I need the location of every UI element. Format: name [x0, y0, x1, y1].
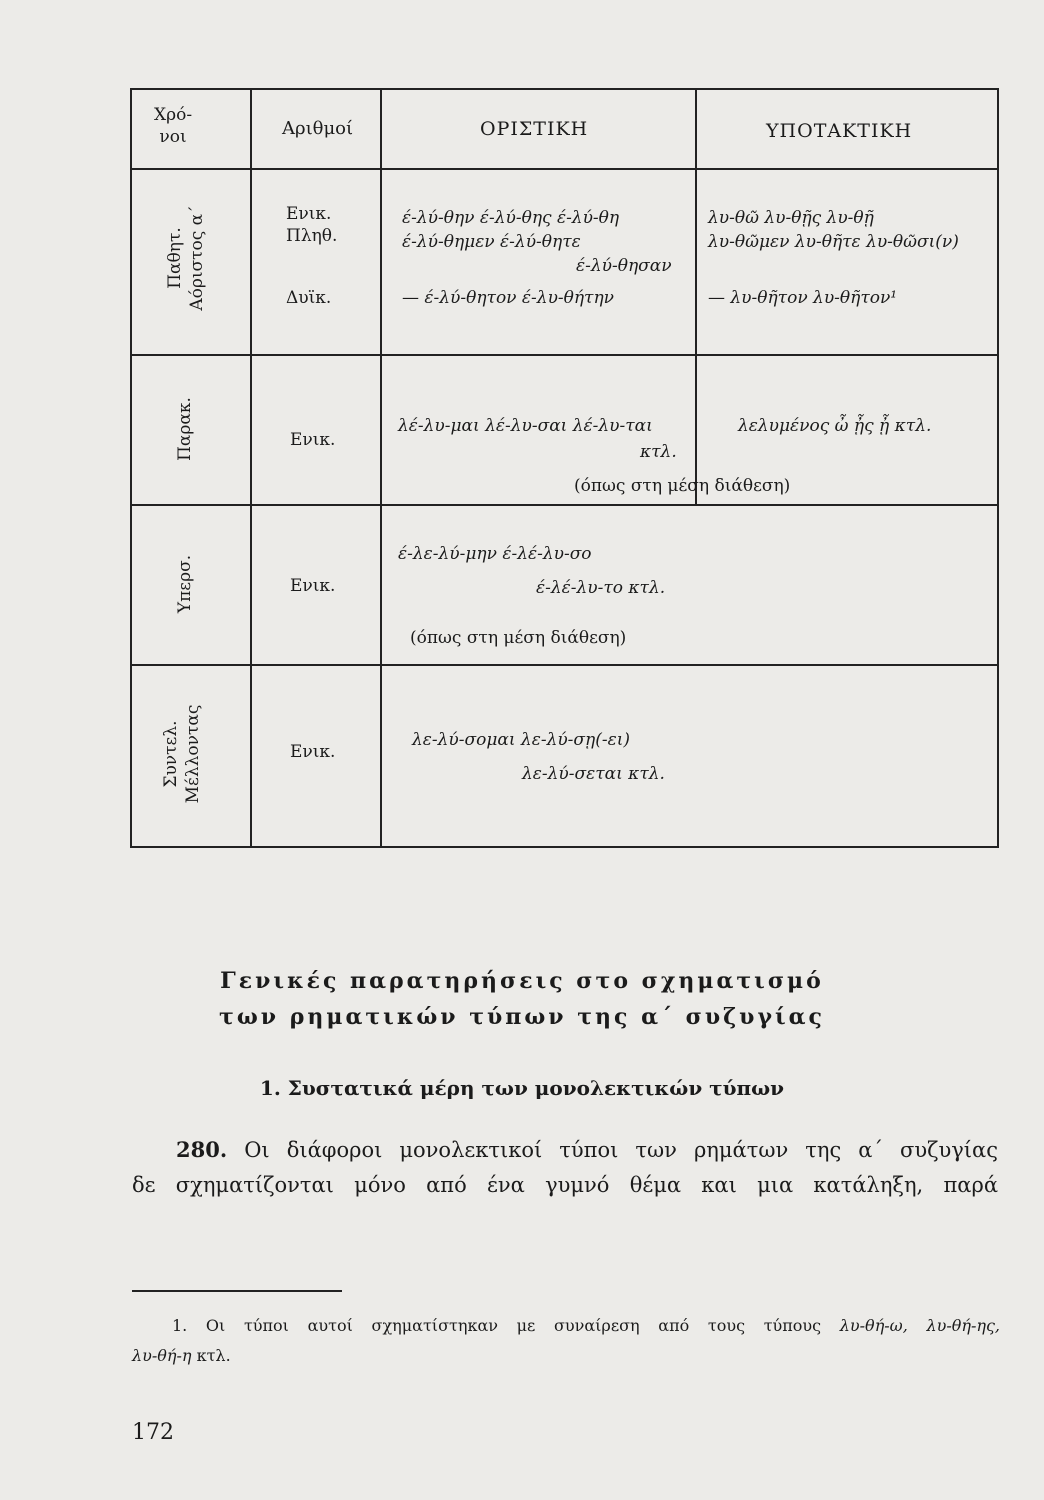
footnote-line-2 [132, 1342, 1000, 1370]
table-header-rule [130, 168, 999, 170]
footnote-form: λυ-θή-η [132, 1346, 192, 1365]
row-tense-future-perfect: Συντελ. Μέλλοντας [161, 704, 203, 804]
cell-note: (όπως στη μέση διάθεση) [410, 628, 627, 648]
subjunctive-form: λυ-θῶμεν λυ-θῆτε λυ-θῶσι(ν) [708, 232, 959, 252]
table-border-top [130, 88, 999, 90]
page-number: 172 [132, 1420, 174, 1445]
indicative-form: κτλ. [640, 442, 677, 462]
footnote-text: 1. Οι τύποι αυτοί σχηματίστηκαν με συναίρεση από τους τύπους [172, 1316, 822, 1335]
conjugation-table [130, 88, 999, 848]
table-border-left [130, 88, 132, 848]
table-border-right [997, 88, 999, 848]
cell-note: (όπως στη μέση διάθεση) [574, 476, 791, 496]
number-label: Ενικ. [290, 576, 336, 596]
indicative-form: έ-λύ-θην έ-λύ-θης έ-λύ-θη [402, 208, 620, 228]
indicative-form: έ-λύ-θημεν έ-λύ-θητε [402, 232, 581, 252]
indicative-form: έ-λέ-λυ-το κτλ. [536, 578, 666, 598]
row-tense-aorist: Παθητ. Αόριστος α΄ [165, 205, 207, 311]
header-subjunctive: ΥΠΟΤΑΚΤΙΚΗ [766, 120, 913, 142]
indicative-form: έ-λύ-θησαν [576, 256, 672, 276]
subjunctive-form: λυ-θῶ λυ-θῇς λυ-θῇ [708, 208, 874, 228]
table-row-rule [130, 354, 999, 356]
footnote-tail: κτλ. [196, 1346, 231, 1365]
paragraph-number: 280. [176, 1137, 228, 1162]
subsection-heading: 1. Συστατικά μέρη των μονολεκτικών τύπων [259, 1076, 785, 1100]
subjunctive-form: — λυ-θῆτον λυ-θῆτον¹ [708, 288, 898, 308]
section-heading-line-1: Γενικές παρατηρήσεις στο σχηματισμό [220, 968, 824, 994]
table-column-rule [380, 88, 382, 848]
row-tense-perfect: Παρακ. [175, 397, 195, 461]
header-indicative: ΟΡΙΣΤΙΚΗ [480, 118, 589, 140]
paragraph-text: Οι διάφοροι μονολεκτικοί τύποι των ρημάτων της α΄ συζυγίας [244, 1138, 998, 1162]
number-label: Πληθ. [286, 226, 338, 246]
table-row-rule [130, 664, 999, 666]
number-label: Δυϊκ. [286, 288, 332, 308]
table-row-rule [130, 504, 999, 506]
paragraph-line-2: δε σχηματίζονται μόνο από ένα γυμνό θέμα και μια κατάληξη, παρά [132, 1173, 998, 1197]
table-column-rule [695, 88, 697, 504]
indicative-form: λε-λύ-σομαι λε-λύ-σῃ(-ει) [412, 730, 631, 750]
paragraph-line-1 [132, 1132, 998, 1168]
footnote-line-1 [132, 1312, 1000, 1340]
table-border-bottom [130, 846, 999, 848]
indicative-form: — έ-λύ-θητον έ-λυ-θήτην [402, 288, 614, 308]
header-tenses: Χρό- νοι [154, 105, 193, 147]
footnote-rule [132, 1290, 342, 1292]
section-heading-line-2: των ρηματικών τύπων της α΄ συζυγίας [219, 1004, 825, 1030]
number-label: Ενικ. [290, 742, 336, 762]
indicative-form: έ-λε-λύ-μην έ-λέ-λυ-σο [398, 544, 592, 564]
indicative-form: λέ-λυ-μαι λέ-λυ-σαι λέ-λυ-ται [398, 416, 653, 436]
indicative-form: λε-λύ-σεται κτλ. [522, 764, 665, 784]
header-numbers: Αριθμοί [282, 118, 354, 139]
footnote-forms: λυ-θή-ω, λυ-θή-ης, [839, 1316, 1000, 1335]
table-column-rule [250, 88, 252, 848]
subjunctive-form: λελυμένος ὦ ᾖς ᾖ κτλ. [738, 416, 932, 436]
row-tense-pluperfect: Υπερσ. [175, 554, 195, 614]
number-label: Ενικ. [290, 430, 336, 450]
number-label: Ενικ. [286, 204, 332, 224]
